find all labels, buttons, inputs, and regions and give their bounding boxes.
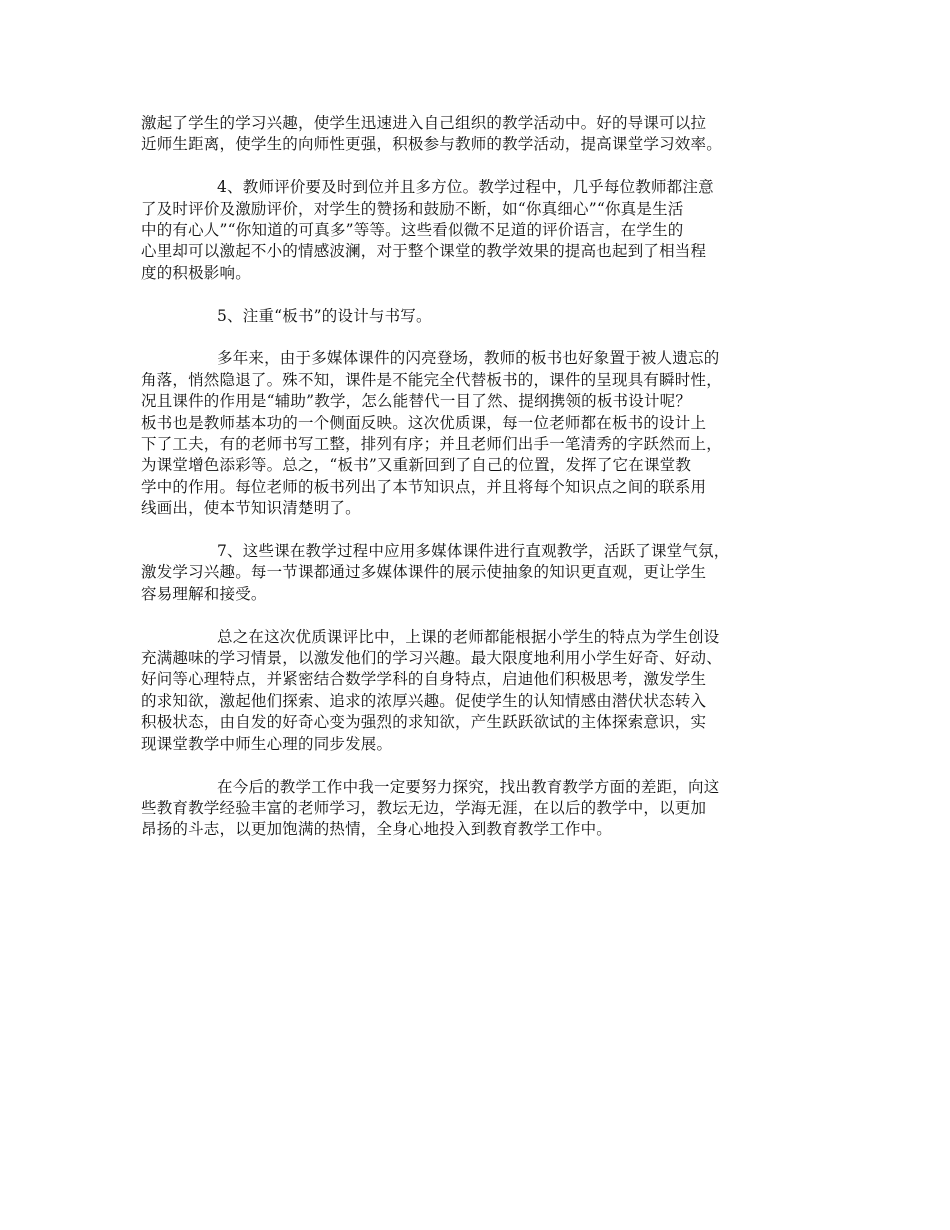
text-line: 在今后的教学工作中我一定要努力探究，找出教育教学方面的差距，向这 <box>217 777 720 796</box>
text-line: 中的有心人”“你知道的可真多”等等。这些看似微不足道的评价语言，在学生的 <box>141 221 684 240</box>
text-line: 为课堂增色添彩等。总之，“板书”又重新回到了自己的位置，发挥了它在课堂教 <box>141 456 692 475</box>
text-line: 近师生距离，使学生的向师性更强，积极参与教师的教学活动，提高课堂学习效率。 <box>141 135 722 154</box>
text-line: 7、这些课在教学过程中应用多媒体课件进行直观教学，活跃了课堂气氛， <box>217 542 730 561</box>
text-line: 心里却可以激起不小的情感波澜，对于整个课堂的教学效果的提高也起到了相当程 <box>141 242 707 261</box>
text-line: 容易理解和接受。 <box>141 584 267 603</box>
paragraph <box>141 348 813 519</box>
paragraph <box>141 113 813 156</box>
text-line: 5、注重“板书”的设计与书写。 <box>217 306 432 325</box>
paragraph <box>141 541 813 605</box>
text-line: 的求知欲，激起他们探索、追求的浓厚兴趣。促使学生的认知情感由潜伏状态转入 <box>141 691 707 710</box>
text-line: 下了工夫，有的老师书写工整，排列有序；并且老师们出手一笔清秀的字跃然而上， <box>141 435 722 454</box>
text-line: 充满趣味的学习情景，以激发他们的学习兴趣。最大限度地利用小学生好奇、好动、 <box>141 649 722 668</box>
text-line: 些教育教学经验丰富的老师学习，教坛无边，学海无涯，在以后的教学中，以更加 <box>141 798 707 817</box>
paragraph <box>141 306 813 327</box>
paragraph <box>141 627 813 755</box>
text-line: 度的积极影响。 <box>141 263 251 282</box>
text-line: 好问等心理特点，并紧密结合数学学科的自身特点，启迪他们积极思考，激发学生 <box>141 670 707 689</box>
text-line: 角落，悄然隐退了。殊不知，课件是不能完全代替板书的，课件的呈现具有瞬时性， <box>141 370 722 389</box>
text-line: 多年来，由于多媒体课件的闪亮登场，教师的板书也好象置于被人遗忘的 <box>217 349 720 368</box>
text-line: 学中的作用。每位老师的板书列出了本节知识点，并且将每个知识点之间的联系用 <box>141 477 707 496</box>
paragraph <box>141 177 813 284</box>
text-line: 了及时评价及激励评价，对学生的赞扬和鼓励不断，如“你真细心”“你真是生活 <box>141 199 684 218</box>
text-line: 板书也是教师基本功的一个侧面反映。这次优质课，每一位老师都在板书的设计上 <box>141 413 707 432</box>
text-line: 激起了学生的学习兴趣，使学生迅速进入自己组织的教学活动中。好的导课可以拉 <box>141 114 707 132</box>
text-line: 激发学习兴趣。每一节课都通过多媒体课件的展示使抽象的知识更直观，更让学生 <box>141 563 707 582</box>
text-line: 现课堂教学中师生心理的同步发展。 <box>141 734 393 753</box>
text-line: 积极状态，由自发的好奇心变为强烈的求知欲，产生跃跃欲试的主体探索意识，实 <box>141 713 707 732</box>
text-line: 总之在这次优质课评比中，上课的老师都能根据小学生的特点为学生创设 <box>217 627 720 646</box>
text-line: 况且课件的作用是“辅助”教学，怎么能替代一目了然、提纲携领的板书设计呢？ <box>141 392 692 411</box>
text-line: 昂扬的斗志，以更加饱满的热情，全身心地投入到教育教学工作中。 <box>141 820 613 839</box>
paragraph <box>141 777 813 841</box>
text-line: 线画出，使本节知识清楚明了。 <box>141 499 361 518</box>
document-body <box>141 113 813 862</box>
text-line: 4、教师评价要及时到位并且多方位。教学过程中，几乎每位教师都注意 <box>217 178 714 197</box>
